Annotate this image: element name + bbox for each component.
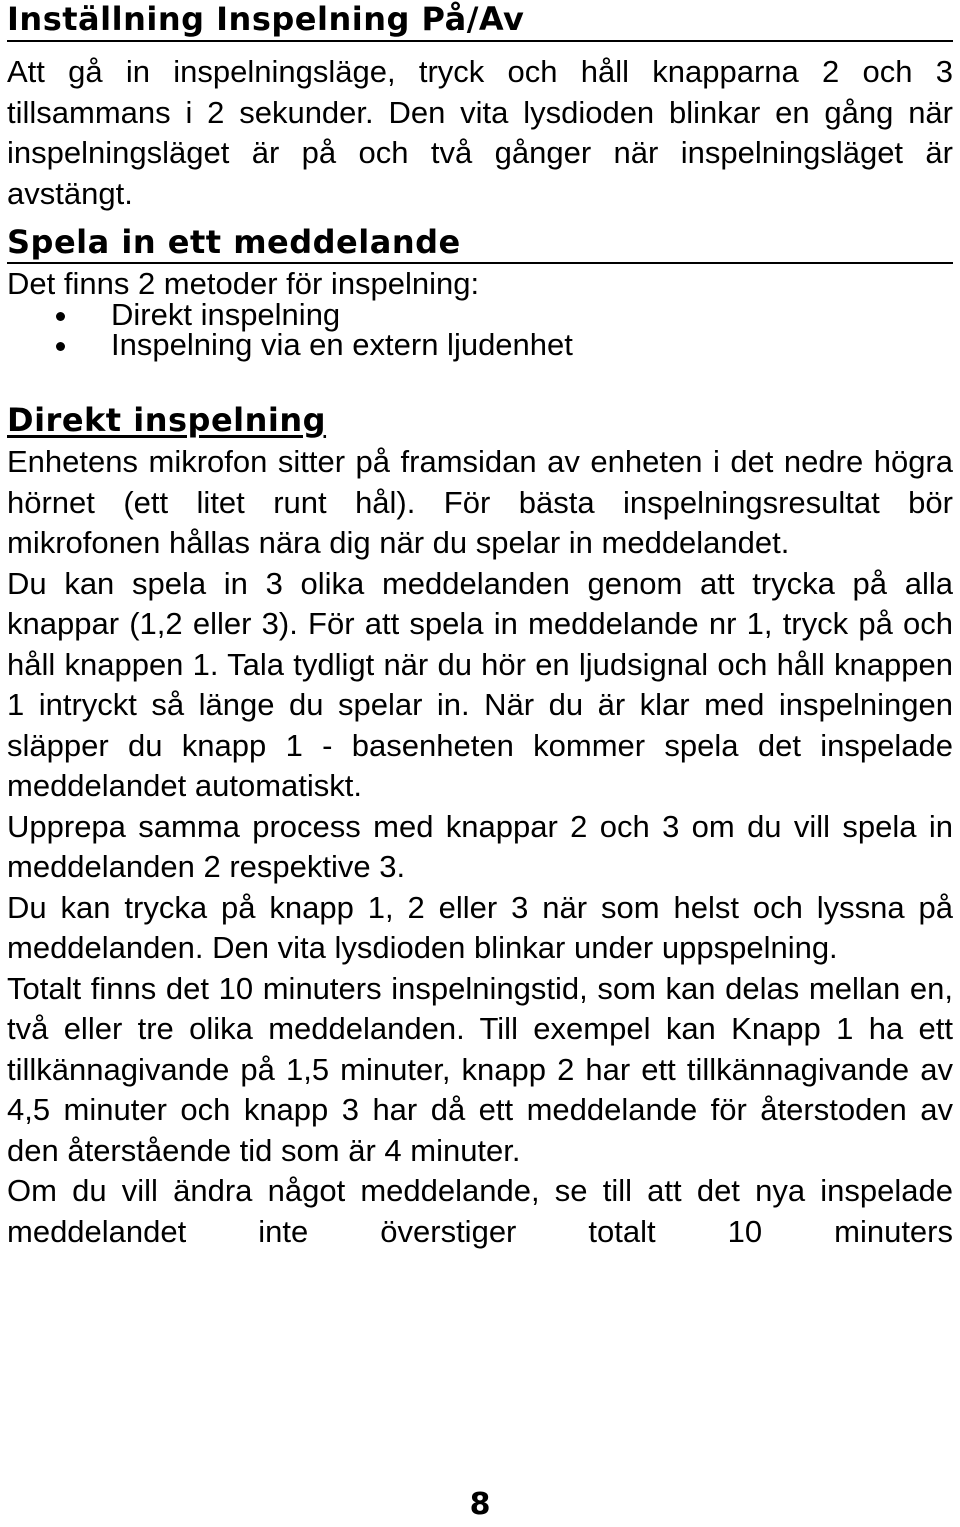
paragraph-total-time: Totalt finns det 10 minuters inspelningstid, som kan delas mellan en, två eller tre olika meddelanden. Till exempel kan Knapp 1 ha ett tillkännagivande på 1,5 minuter, knapp 2 har ett tillkännagivande av 4,5 minuter och knapp 3 har då ett meddelande för återstoden av den återstående tid som är 4 minuter. xyxy=(7,970,953,1168)
methods-list xyxy=(7,297,953,362)
list-item xyxy=(7,327,953,362)
bullet-icon xyxy=(56,342,65,351)
page-number: 8 xyxy=(469,1487,491,1522)
heading-record-message: Spela in ett meddelande xyxy=(7,223,461,261)
direct-recording-body xyxy=(7,442,953,1252)
heading-direct-recording: Direkt inspelning xyxy=(7,401,327,439)
method-label: Direkt inspelning xyxy=(111,297,341,332)
bullet-icon xyxy=(56,312,65,321)
paragraph-repeat: Upprepa samma process med knappar 2 och 3 om du vill spela in meddelanden 2 respektive 3. xyxy=(7,808,953,884)
paragraph-change-message: Om du vill ändra något meddelande, se till att det nya inspelade meddelandet inte överstiger totalt 10 minuters xyxy=(7,1173,953,1249)
heading-rule xyxy=(7,40,953,42)
list-item xyxy=(7,297,953,332)
paragraph-microphone: Enhetens mikrofon sitter på framsidan av enheten i det nedre högra hörnet (ett litet runt hål). För bästa inspelningsresultat bör mikrofonen hållas nära dig när du spelar in meddelandet. xyxy=(7,444,953,560)
heading-recording-onoff: Inställning Inspelning På/Av xyxy=(7,0,525,38)
method-label: Inspelning via en extern ljudenhet xyxy=(111,327,573,362)
heading-rule xyxy=(7,262,953,264)
methods-intro: Det finns 2 metoder för inspelning: xyxy=(7,266,480,301)
paragraph-playback: Du kan trycka på knapp 1, 2 eller 3 när som helst och lyssna på meddelanden. Den vita lysdioden blinkar under uppspelning. xyxy=(7,889,953,965)
paragraph-recording-mode: Att gå in inspelningsläge, tryck och håll knapparna 2 och 3 tillsammans i 2 sekunder. Den vita lysdioden blinkar en gång när inspelningsläget är på och två gånger när inspelningsläget är avstängt. xyxy=(7,54,953,211)
manual-page xyxy=(7,0,953,1252)
paragraph-record-steps: Du kan spela in 3 olika meddelanden genom att trycka på alla knappar (1,2 eller 3). För att spela in meddelande nr 1, tryck på och håll knappen 1. Tala tydligt när du hör en ljudsignal och håll knappen 1 intryckt så länge du spelar in. När du är klar med inspelningen släpper du knapp 1 - basenheten kommer spela det inspelade meddelandet automatiskt. xyxy=(7,565,953,803)
